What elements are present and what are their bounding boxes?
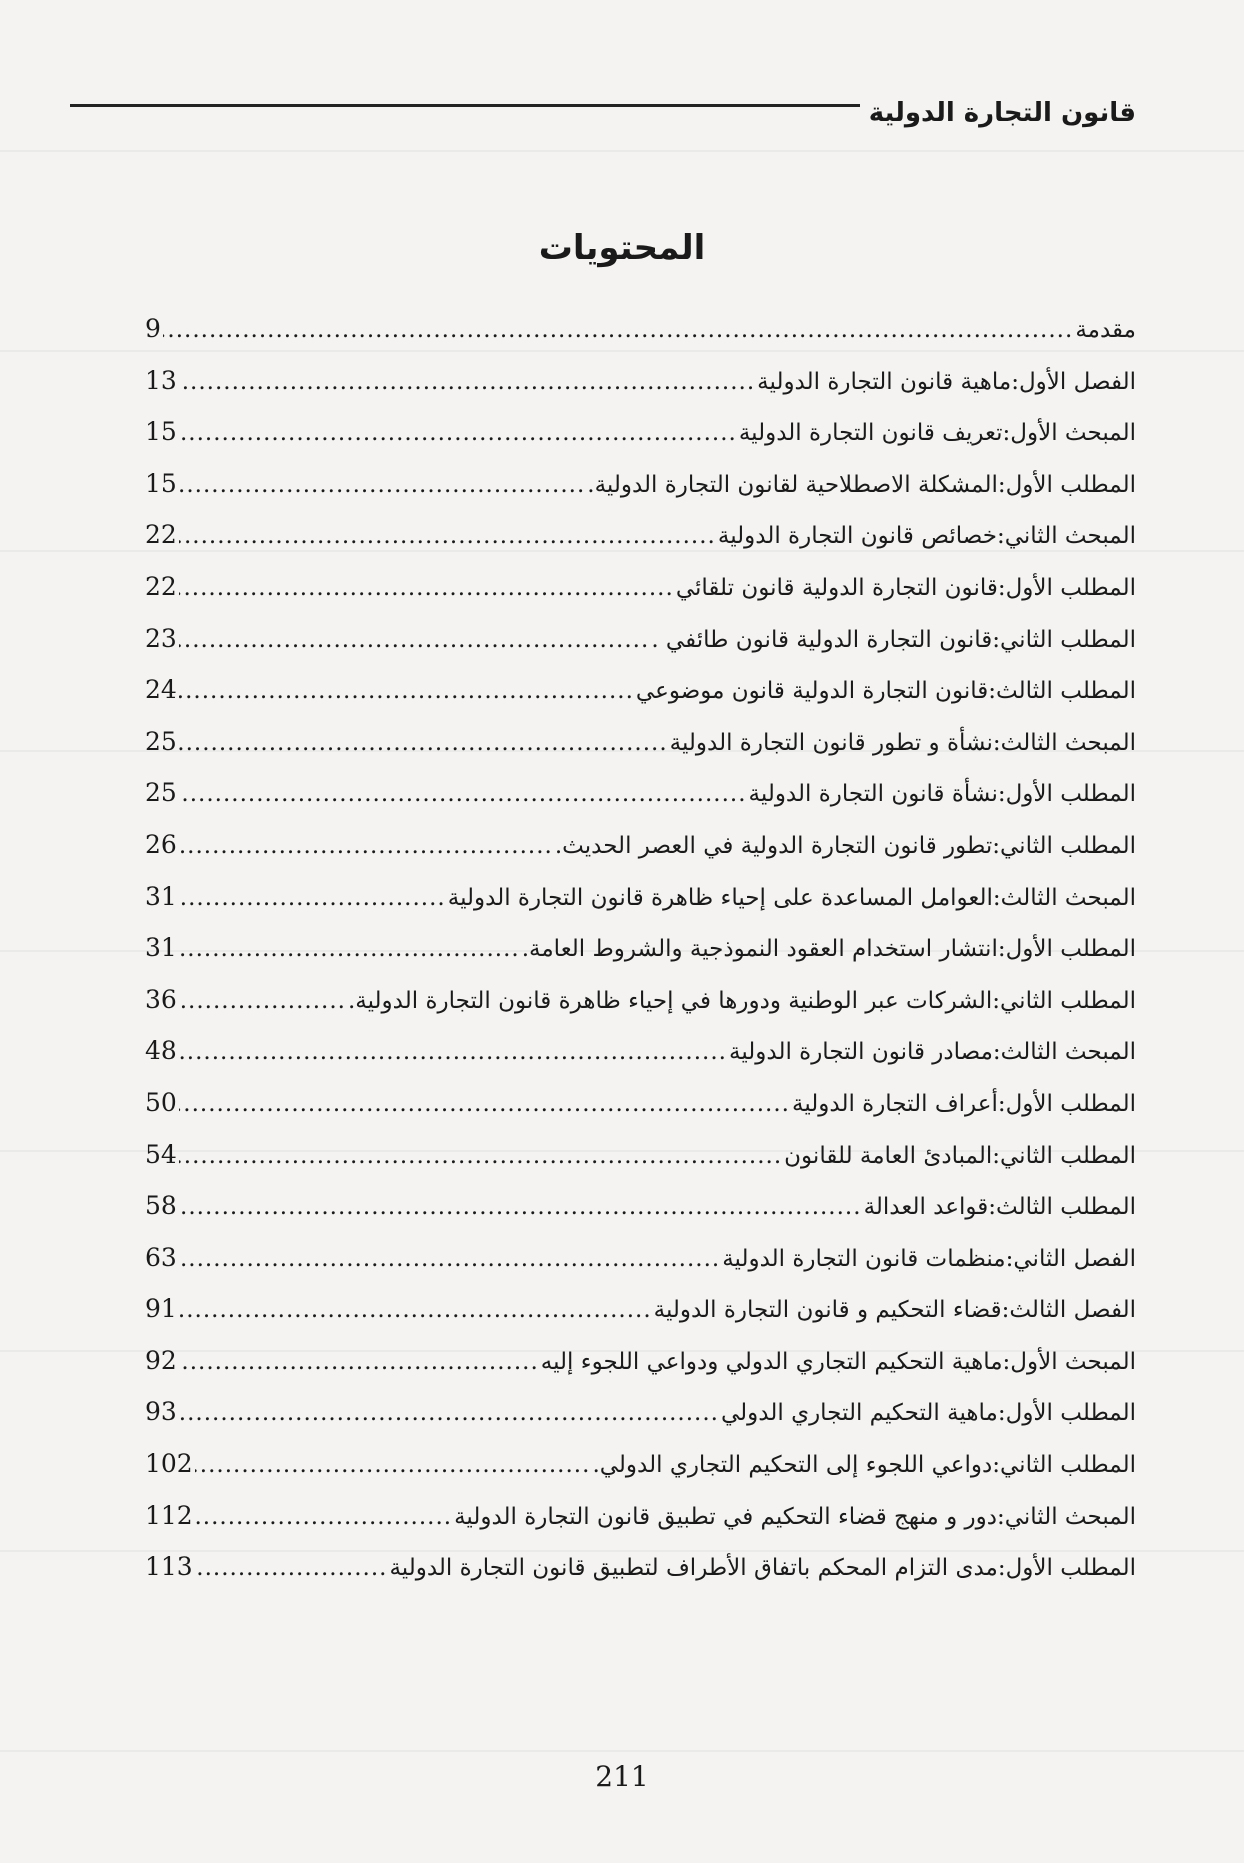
leader-dots [179, 976, 346, 1028]
leader-dots [179, 769, 747, 821]
toc-entry-label: المطلب الأول:مدى التزام المحكم باتفاق الأطراف لتطبيق قانون التجارة الدولية [389, 1555, 1136, 1582]
leader-dots [179, 1337, 539, 1389]
toc-entry-page: 63 [145, 1242, 177, 1272]
leader-dots [179, 873, 446, 925]
toc-entry-page: 22 [145, 520, 177, 550]
leader-dots [195, 1440, 591, 1492]
toc-entry [145, 1438, 1136, 1490]
toc-entry-label: المطلب الثاني:دواعي اللجوء إلى التحكيم التجاري الدولي. [592, 1452, 1136, 1479]
leader-dots [179, 408, 737, 460]
table-of-contents [145, 303, 1136, 1593]
toc-entry [145, 1335, 1136, 1387]
leader-dots [195, 1543, 388, 1595]
toc-entry [145, 1025, 1136, 1077]
toc-entry-page: 102 [145, 1449, 193, 1479]
toc-entry-label: المطلب الأول:أعراف التجارة الدولية [791, 1090, 1136, 1117]
leader-dots [179, 460, 585, 512]
toc-entry-page: 113 [145, 1552, 193, 1582]
toc-entry-label: المطلب الثالث:قانون التجارة الدولية قانون موضوعي [635, 678, 1136, 705]
leader-dots [179, 1388, 719, 1440]
leader-dots [179, 666, 634, 718]
leader-dots [179, 357, 755, 409]
toc-entry-page: 31 [145, 881, 177, 911]
toc-entry [145, 1077, 1136, 1129]
toc-entry-label: الفصل الثاني:منظمات قانون التجارة الدولية [722, 1245, 1136, 1272]
leader-dots [179, 511, 716, 563]
toc-entry-page: 9 [145, 314, 161, 343]
toc-entry [145, 871, 1136, 923]
toc-entry [145, 1129, 1136, 1181]
toc-entry [145, 1232, 1136, 1284]
toc-entry [145, 613, 1136, 665]
header-rule [70, 104, 860, 107]
toc-entry [145, 1283, 1136, 1335]
toc-entry-label: المبحث الثالث:مصادر قانون التجارة الدولية [728, 1039, 1136, 1066]
leader-dots [179, 924, 520, 976]
toc-entry-page: 26 [145, 829, 177, 859]
leader-dots [179, 1182, 862, 1234]
toc-entry-page: 25 [145, 726, 177, 756]
toc-entry-page: 91 [145, 1294, 177, 1324]
toc-entry [145, 1541, 1136, 1593]
toc-entry-label: المطلب الثاني:المبادئ العامة للقانون [784, 1142, 1136, 1169]
toc-entry-page: 15 [145, 417, 177, 447]
page-number: 211 [595, 1760, 649, 1793]
toc-entry-page: 54 [145, 1139, 177, 1169]
page-title: المحتويات [538, 228, 706, 268]
leader-dots [179, 563, 674, 615]
toc-entry-label: الفصل الثالث:قضاء التحكيم و قانون التجارة الدولية [653, 1297, 1136, 1324]
toc-entry-label: المطلب الثاني:تطور قانون التجارة الدولية في العصر الحديث. [554, 832, 1136, 859]
toc-entry-page: 23 [145, 623, 177, 653]
toc-entry-page: 13 [145, 365, 177, 395]
toc-entry [145, 819, 1136, 871]
toc-entry [145, 406, 1136, 458]
leader-dots [179, 718, 668, 770]
toc-entry-label: المبحث الثالث:نشأة و تطور قانون التجارة الدولية [669, 729, 1136, 756]
toc-entry [145, 1180, 1136, 1232]
toc-entry-page: 15 [145, 468, 177, 498]
leader-dots [163, 305, 1073, 357]
toc-entry [145, 509, 1136, 561]
toc-entry [145, 1386, 1136, 1438]
toc-entry-label: المبحث الأول:تعريف قانون التجارة الدولية [738, 420, 1136, 447]
toc-entry-page: 93 [145, 1397, 177, 1427]
toc-entry [145, 561, 1136, 613]
toc-entry-page: 112 [145, 1500, 193, 1530]
toc-entry-page: 22 [145, 571, 177, 601]
toc-entry-page: 58 [145, 1191, 177, 1221]
leader-dots [179, 1027, 727, 1079]
toc-entry-page: 31 [145, 933, 177, 963]
toc-entry [145, 1490, 1136, 1542]
toc-entry-page: 50 [145, 1087, 177, 1117]
toc-entry-page: 92 [145, 1345, 177, 1375]
toc-entry [145, 458, 1136, 510]
toc-entry-label: المطلب الثاني:قانون التجارة الدولية قانون طائفي . [651, 626, 1136, 653]
running-header-title: قانون التجارة الدولية [868, 98, 1136, 128]
toc-entry [145, 303, 1136, 355]
toc-entry-page: 25 [145, 778, 177, 808]
leader-dots [179, 1079, 790, 1131]
toc-entry [145, 716, 1136, 768]
toc-entry [145, 922, 1136, 974]
leader-dots [195, 1492, 452, 1544]
toc-entry-page: 24 [145, 675, 177, 705]
toc-entry [145, 355, 1136, 407]
toc-entry [145, 974, 1136, 1026]
leader-dots [179, 615, 650, 667]
toc-entry-label: المطلب الأول:انتشار استخدام العقود النموذجية والشروط العامة. [521, 936, 1136, 963]
toc-entry-label: المطلب الأول:قانون التجارة الدولية قانون تلقائي [675, 574, 1136, 601]
leader-dots [179, 821, 553, 873]
toc-entry-label: المبحث الأول:ماهية التحكيم التجاري الدولي ودواعي اللجوء إليه [540, 1348, 1136, 1375]
leader-dots [179, 1234, 720, 1286]
toc-entry-label: المطلب الثالث:قواعد العدالة [863, 1194, 1136, 1221]
toc-entry-page: 48 [145, 1036, 177, 1066]
toc-entry-label: المطلب الأول:ماهية التحكيم التجاري الدولي [721, 1400, 1136, 1427]
toc-entry [145, 664, 1136, 716]
toc-entry-label: المطلب الأول:نشأة قانون التجارة الدولية [748, 781, 1136, 808]
toc-entry-label: مقدمة [1075, 317, 1136, 343]
toc-entry-label: المبحث الثاني:دور و منهج قضاء التحكيم في تطبيق قانون التجارة الدولية [454, 1503, 1136, 1530]
toc-entry-label: المطلب الأول:المشكلة الاصطلاحية لقانون التجارة الدولية. [587, 471, 1136, 498]
toc-entry-label: المبحث الثالث:العوامل المساعدة على إحياء ظاهرة قانون التجارة الدولية [447, 884, 1136, 911]
toc-entry-label: المبحث الثاني:خصائص قانون التجارة الدولية [717, 523, 1136, 550]
leader-dots [179, 1131, 782, 1183]
toc-entry [145, 767, 1136, 819]
toc-entry-label: الفصل الأول:ماهية قانون التجارة الدولية [757, 368, 1136, 395]
toc-entry-label: المطلب الثاني:الشركات عبر الوطنية ودورها في إحياء ظاهرة قانون التجارة الدولية. [347, 987, 1136, 1014]
leader-dots [179, 1285, 652, 1337]
toc-entry-page: 36 [145, 984, 177, 1014]
